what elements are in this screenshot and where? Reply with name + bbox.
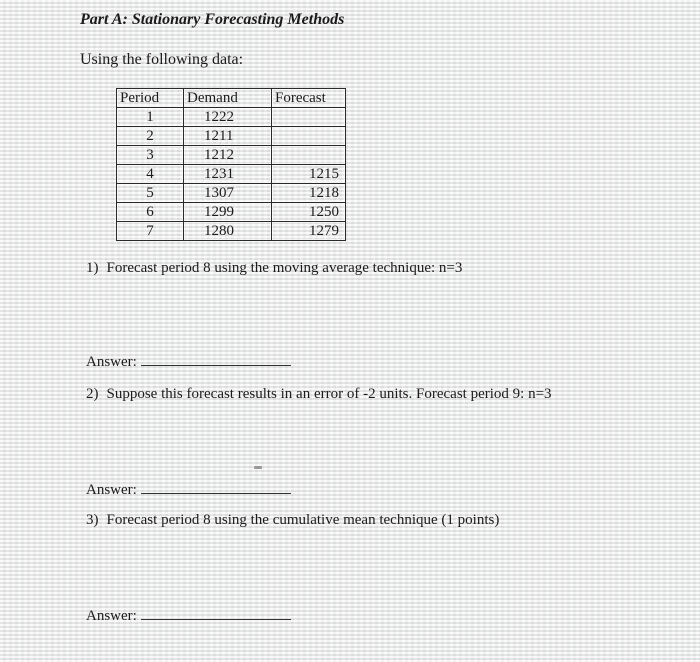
table-row	[117, 127, 346, 146]
cell-forecast: 1279	[272, 222, 346, 241]
header-demand: Demand	[184, 89, 272, 108]
cell-demand: 1231	[184, 165, 272, 184]
question-text: Forecast period 8 using the cumulative mean technique (1 points)	[106, 512, 500, 528]
cell-demand: 1222	[184, 108, 272, 127]
section-title: Part A: Stationary Forecasting Methods	[80, 11, 345, 28]
table-row	[117, 203, 346, 222]
cell-forecast: 1215	[272, 165, 346, 184]
cell-period: 4	[117, 165, 184, 184]
cell-demand: 1299	[184, 203, 272, 222]
question-number: 3)	[86, 512, 99, 528]
cell-period: 2	[117, 127, 184, 146]
stray-mark	[254, 466, 262, 469]
header-period: Period	[117, 89, 184, 108]
cell-demand: 1280	[184, 222, 272, 241]
answer-label: Answer:	[86, 482, 137, 498]
answer-label: Answer:	[86, 354, 137, 370]
question-number: 2)	[86, 386, 99, 402]
table-row	[117, 222, 346, 241]
table-row	[117, 184, 346, 203]
answer-3	[86, 608, 291, 625]
question-3	[86, 512, 499, 529]
answer-blank-3[interactable]	[141, 618, 291, 620]
cell-forecast	[272, 146, 346, 165]
cell-period: 5	[117, 184, 184, 203]
cell-period: 7	[117, 222, 184, 241]
cell-period: 3	[117, 146, 184, 165]
cell-period: 1	[117, 108, 184, 127]
answer-blank-1[interactable]	[141, 364, 291, 366]
question-1	[86, 260, 462, 277]
cell-demand: 1212	[184, 146, 272, 165]
answer-1	[86, 354, 291, 371]
question-number: 1)	[86, 260, 99, 276]
cell-forecast	[272, 108, 346, 127]
table-row	[117, 146, 346, 165]
answer-blank-2[interactable]	[141, 492, 291, 494]
question-2	[86, 386, 552, 403]
table-header-row	[117, 89, 346, 108]
question-text: Suppose this forecast results in an error of -2 units. Forecast period 9: n=3	[106, 386, 552, 402]
header-forecast: Forecast	[272, 89, 346, 108]
answer-label: Answer:	[86, 608, 137, 624]
intro-text: Using the following data:	[80, 51, 244, 68]
data-table	[116, 88, 346, 241]
cell-demand: 1307	[184, 184, 272, 203]
cell-period: 6	[117, 203, 184, 222]
table-row	[117, 165, 346, 184]
cell-forecast: 1250	[272, 203, 346, 222]
table-row	[117, 108, 346, 127]
question-text: Forecast period 8 using the moving average technique: n=3	[106, 260, 463, 276]
cell-demand: 1211	[184, 127, 272, 146]
answer-2	[86, 482, 291, 499]
cell-forecast	[272, 127, 346, 146]
cell-forecast: 1218	[272, 184, 346, 203]
